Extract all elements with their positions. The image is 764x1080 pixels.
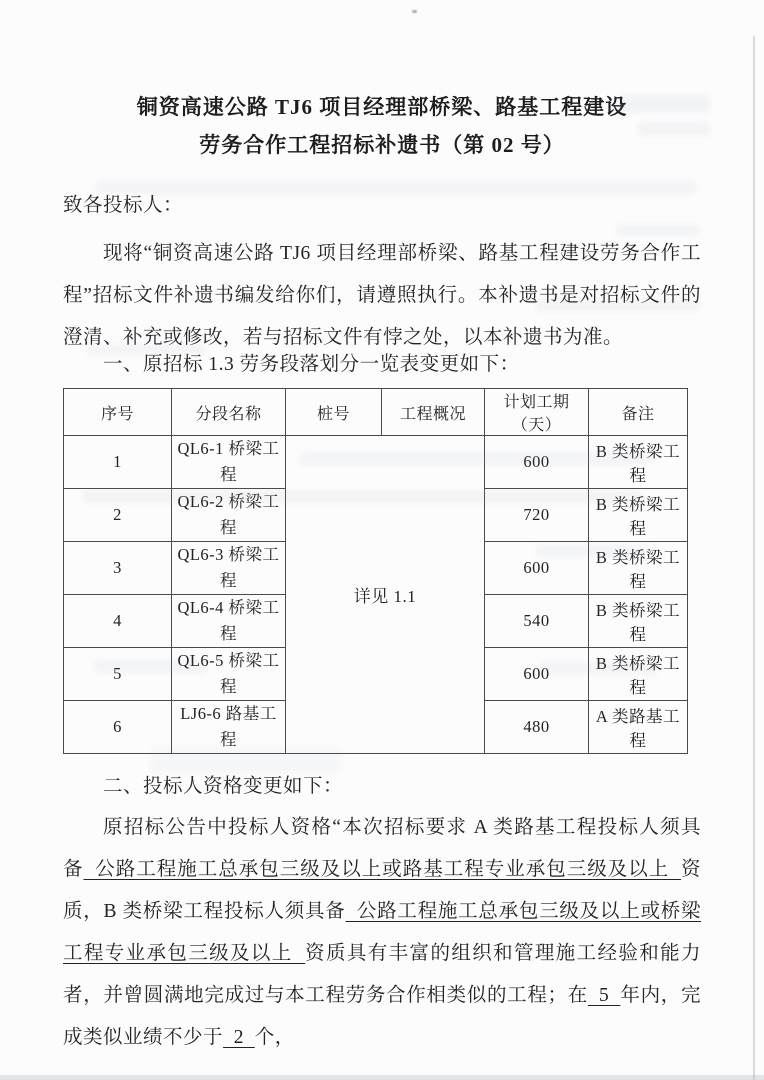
underlined-qualification-text: 5 [587,985,621,1006]
cell-planned-duration: 480 [485,701,589,754]
table-row [64,436,688,489]
segment-name-text: LJ6-6 路基工程 [180,704,277,749]
column-header: 序号 [64,389,172,436]
cell-segment-name [172,489,286,542]
segment-name-text: QL6-3 桥梁工程 [177,545,280,590]
cell-segment-name [172,701,286,754]
document-title-line2: 劳务合作工程招标补遗书（第 02 号） [199,133,565,157]
column-header: 计划工期（天） [485,389,589,436]
cell-remark: B 类桥梁工程 [589,436,688,489]
cell-row-number: 1 [64,436,172,489]
cell-planned-duration: 720 [485,489,589,542]
segment-name-text: QL6-2 桥梁工程 [177,492,280,537]
qualification-text: 个， [254,1027,295,1048]
document-title-line1: 铜资高速公路 TJ6 项目经理部桥梁、路基工程建设 [136,95,628,119]
cell-remark: B 类桥梁工程 [589,595,688,648]
cell-planned-duration: 600 [485,436,589,489]
scan-speck [412,10,417,13]
qualification-text: 资质具有丰富的组织和管理施工经验和能力者，并曾圆满地完成过与本工程劳务合作相类似的工程；在 [63,943,701,1006]
cell-row-number: 5 [64,648,172,701]
column-header: 备注 [589,389,688,436]
salutation: 致各投标人： [63,195,184,216]
cell-planned-duration: 600 [485,542,589,595]
cell-segment-name [172,648,286,701]
cell-row-number: 3 [64,542,172,595]
cell-row-number: 2 [64,489,172,542]
cell-remark: B 类桥梁工程 [589,648,688,701]
cell-segment-name [172,542,286,595]
cell-segment-name [172,595,286,648]
qualification-text: 原招标公告中投标人资格“本次招标要求 A 类路基工程投标人须具备 [63,817,701,880]
segment-name-text: QL6-4 桥梁工程 [177,598,280,643]
cell-segment-name [172,436,286,489]
cell-row-number: 4 [64,595,172,648]
underlined-qualification-text: 公路工程施工总承包三级及以上或桥梁工程专业承包三级及以上 [63,901,701,964]
cell-remark: A 类路基工程 [589,701,688,754]
page-edge-shadow-bottom [0,1075,764,1080]
page-edge-shadow-right [753,36,755,1080]
section2-heading: 二、投标人资格变更如下： [102,776,343,797]
qualification-paragraph [63,807,701,1059]
column-header: 桩号 [286,389,382,436]
qualification-text: 年内，完成类似业绩不少于 [63,985,701,1048]
segment-division-table [63,388,688,754]
section1-heading: 一、原招标 1.3 劳务段落划分一览表变更如下： [102,354,520,375]
table-header-row [64,389,688,436]
segment-name-text: QL6-5 桥梁工程 [177,651,280,696]
intro-paragraph: 现将“铜资高速公路 TJ6 项目经理部桥梁、路基工程建设劳务合作工程”招标文件补遗书编发给你们，请遵照执行。本补遗书是对招标文件的澄清、补充或修改，若与招标文件有悖之处，以本补遗书为准。 [63,243,701,348]
column-header: 分段名称 [172,389,286,436]
cell-row-number: 6 [64,701,172,754]
underlined-qualification-text: 2 [223,1027,255,1048]
cell-merged-see-note: 详见 1.1 [286,436,485,754]
cell-planned-duration: 600 [485,648,589,701]
cell-planned-duration: 540 [485,595,589,648]
qualification-text: 资质，B 类桥梁工程投标人须具备 [63,859,701,922]
segment-name-text: QL6-1 桥梁工程 [177,439,280,484]
cell-remark: B 类桥梁工程 [589,489,688,542]
column-header: 工程概况 [382,389,485,436]
underlined-qualification-text: 公路工程施工总承包三级及以上或路基工程专业承包三级及以上 [83,859,681,880]
cell-remark: B 类桥梁工程 [589,542,688,595]
